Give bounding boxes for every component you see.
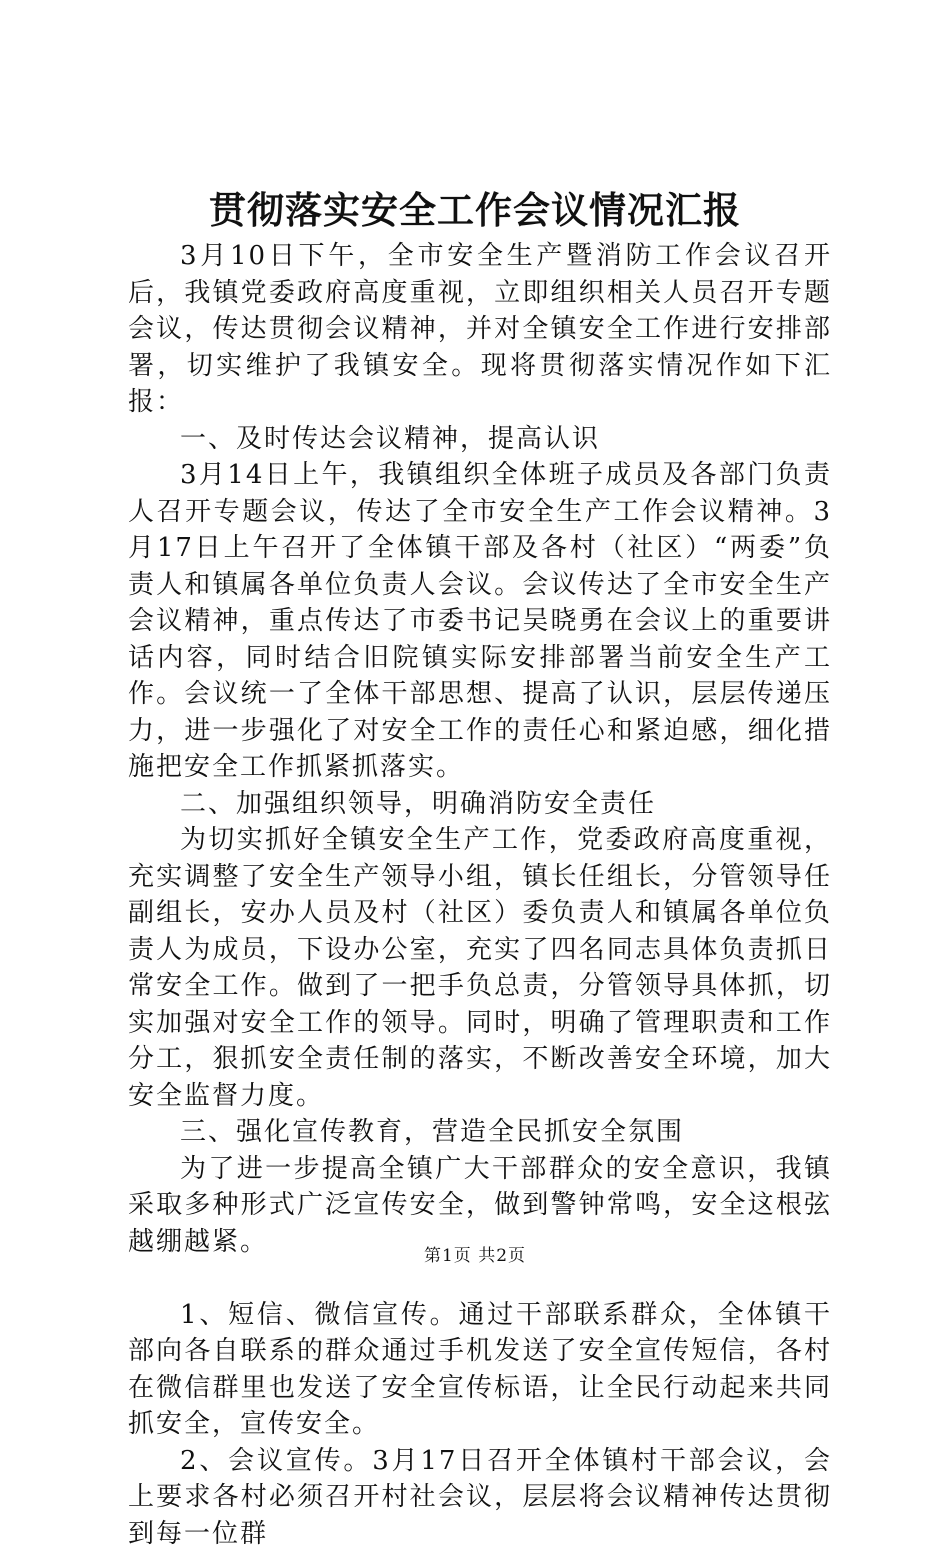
list-item-sms-wechat: 1、短信、微信宣传。通过干部联系群众，全体镇干部向各自联系的群众通过手机发送了安全宣传短信，各村在微信群里也发送了安全宣传标语，让全民行动起来共同抓安全，宣传安全。	[128, 1297, 832, 1443]
document-body	[128, 238, 832, 1552]
document-title: 贯彻落实安全工作会议情况汇报	[0, 185, 950, 235]
section-2-paragraph: 为切实抓好全镇安全生产工作，党委政府高度重视，充实调整了安全生产领导小组，镇长任组长，分管领导任副组长，安办人员及村（社区）委负责人和镇属各单位负责人为成员，下设办公室，充实了四名同志具体负责抓日常安全工作。做到了一把手负总责，分管领导具体抓，切实加强对安全工作的领导。同时，明确了管理职责和工作分工，狠抓安全责任制的落实，不断改善安全环境，加大安全监督力度。	[128, 822, 832, 1114]
section-3-paragraph: 为了进一步提高全镇广大干部群众的安全意识，我镇采取多种形式广泛宣传安全，做到警钟常鸣，安全这根弦越绷越紧。	[128, 1151, 832, 1261]
section-1-paragraph: 3月14日上午，我镇组织全体班子成员及各部门负责人召开专题会议，传达了全市安全生产工作会议精神。3月17日上午召开了全体镇干部及各村（社区）“两委”负责人和镇属各单位负责人会议。会议传达了全市安全生产会议精神，重点传达了市委书记吴晓勇在会议上的重要讲话内容，同时结合旧院镇实际安排部署当前安全生产工作。会议统一了全体干部思想、提高了认识，层层传递压力，进一步强化了对安全工作的责任心和紧迫感，细化措施把安全工作抓紧抓落实。	[128, 457, 832, 786]
intro-paragraph: 3月10日下午，全市安全生产暨消防工作会议召开后，我镇党委政府高度重视，立即组织相关人员召开专题会议，传达贯彻会议精神，并对全镇安全工作进行安排部署，切实维护了我镇安全。现将贯彻落实情况作如下汇报：	[128, 238, 832, 421]
section-heading-2: 二、加强组织领导，明确消防安全责任	[128, 786, 832, 823]
section-heading-3: 三、强化宣传教育，营造全民抓安全氛围	[128, 1114, 832, 1151]
page-number-footer: 第1页 共2页	[0, 1244, 950, 1268]
list-item-meeting: 2、会议宣传。3月17日召开全体镇村干部会议，会上要求各村必须召开村社会议，层层将会议精神传达贯彻到每一位群	[128, 1443, 832, 1552]
section-heading-1: 一、及时传达会议精神，提高认识	[128, 421, 832, 458]
